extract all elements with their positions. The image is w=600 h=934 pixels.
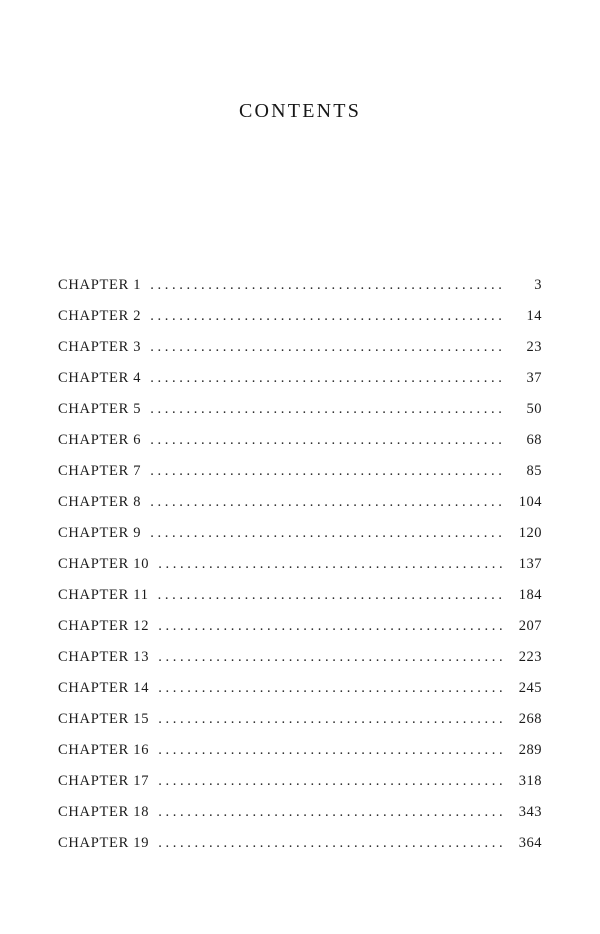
- toc-leader-dots: [158, 836, 504, 851]
- toc-entry-page: 68: [526, 432, 542, 448]
- toc-entry-page: 14: [526, 308, 542, 324]
- toc-leader-dots: [158, 650, 504, 665]
- toc-leader-dots: [150, 433, 504, 448]
- toc-leader-dots: [150, 402, 504, 417]
- toc-entry-label: CHAPTER 4: [58, 370, 142, 386]
- toc-entry-label: CHAPTER 13: [58, 649, 150, 665]
- toc-entry-page: 184: [518, 587, 542, 603]
- toc-leader-dots: [150, 526, 504, 541]
- toc-entry-page: 120: [518, 525, 542, 541]
- toc-leader-dots: [158, 774, 504, 789]
- list-item[interactable]: [58, 402, 542, 433]
- list-item[interactable]: [58, 836, 542, 867]
- list-item[interactable]: [58, 650, 542, 681]
- toc-entry-page: 289: [518, 742, 542, 758]
- toc-entry-label: CHAPTER 9: [58, 525, 142, 541]
- table-of-contents-list: [58, 278, 542, 867]
- list-item[interactable]: [58, 712, 542, 743]
- toc-leader-dots: [150, 340, 504, 355]
- list-item[interactable]: [58, 588, 542, 619]
- toc-leader-dots: [158, 588, 504, 603]
- toc-entry-page: 23: [526, 339, 542, 355]
- list-item[interactable]: [58, 619, 542, 650]
- toc-leader-dots: [158, 681, 504, 696]
- toc-leader-dots: [150, 278, 504, 293]
- page-title: CONTENTS: [238, 100, 362, 122]
- toc-entry-label: CHAPTER 18: [58, 804, 150, 820]
- toc-leader-dots: [150, 495, 504, 510]
- list-item[interactable]: [58, 433, 542, 464]
- list-item[interactable]: [58, 526, 542, 557]
- toc-entry-page: 85: [526, 463, 542, 479]
- toc-entry-label: CHAPTER 11: [58, 587, 149, 603]
- toc-entry-label: CHAPTER 12: [58, 618, 150, 634]
- list-item[interactable]: [58, 743, 542, 774]
- list-item[interactable]: [58, 557, 542, 588]
- list-item[interactable]: [58, 309, 542, 340]
- list-item[interactable]: [58, 371, 542, 402]
- list-item[interactable]: [58, 464, 542, 495]
- list-item[interactable]: [58, 278, 542, 309]
- list-item[interactable]: [58, 340, 542, 371]
- toc-leader-dots: [158, 743, 504, 758]
- toc-leader-dots: [150, 309, 504, 324]
- toc-entry-label: CHAPTER 19: [58, 835, 150, 851]
- toc-entry-label: CHAPTER 16: [58, 742, 150, 758]
- toc-entry-page: 245: [518, 680, 542, 696]
- toc-entry-label: CHAPTER 6: [58, 432, 142, 448]
- toc-leader-dots: [150, 371, 504, 386]
- toc-entry-page: 37: [526, 370, 542, 386]
- toc-leader-dots: [158, 619, 504, 634]
- list-item[interactable]: [58, 774, 542, 805]
- toc-entry-page: 137: [518, 556, 542, 572]
- toc-entry-page: 3: [534, 277, 542, 293]
- toc-entry-page: 223: [518, 649, 542, 665]
- list-item[interactable]: [58, 495, 542, 526]
- toc-entry-page: 207: [518, 618, 542, 634]
- toc-entry-label: CHAPTER 2: [58, 308, 142, 324]
- list-item[interactable]: [58, 681, 542, 712]
- toc-entry-label: CHAPTER 15: [58, 711, 150, 727]
- toc-entry-label: CHAPTER 14: [58, 680, 150, 696]
- toc-entry-label: CHAPTER 17: [58, 773, 150, 789]
- toc-entry-label: CHAPTER 5: [58, 401, 142, 417]
- toc-entry-page: 50: [526, 401, 542, 417]
- toc-leader-dots: [158, 557, 504, 572]
- toc-entry-label: CHAPTER 7: [58, 463, 142, 479]
- toc-leader-dots: [158, 712, 504, 727]
- toc-entry-label: CHAPTER 8: [58, 494, 142, 510]
- toc-leader-dots: [158, 805, 504, 820]
- toc-entry-page: 364: [518, 835, 542, 851]
- toc-entry-page: 268: [518, 711, 542, 727]
- toc-entry-page: 343: [518, 804, 542, 820]
- toc-leader-dots: [150, 464, 504, 479]
- toc-entry-page: 318: [518, 773, 542, 789]
- toc-entry-page: 104: [518, 494, 542, 510]
- toc-entry-label: CHAPTER 1: [58, 277, 142, 293]
- toc-entry-label: CHAPTER 10: [58, 556, 150, 572]
- list-item[interactable]: [58, 805, 542, 836]
- toc-entry-label: CHAPTER 3: [58, 339, 142, 355]
